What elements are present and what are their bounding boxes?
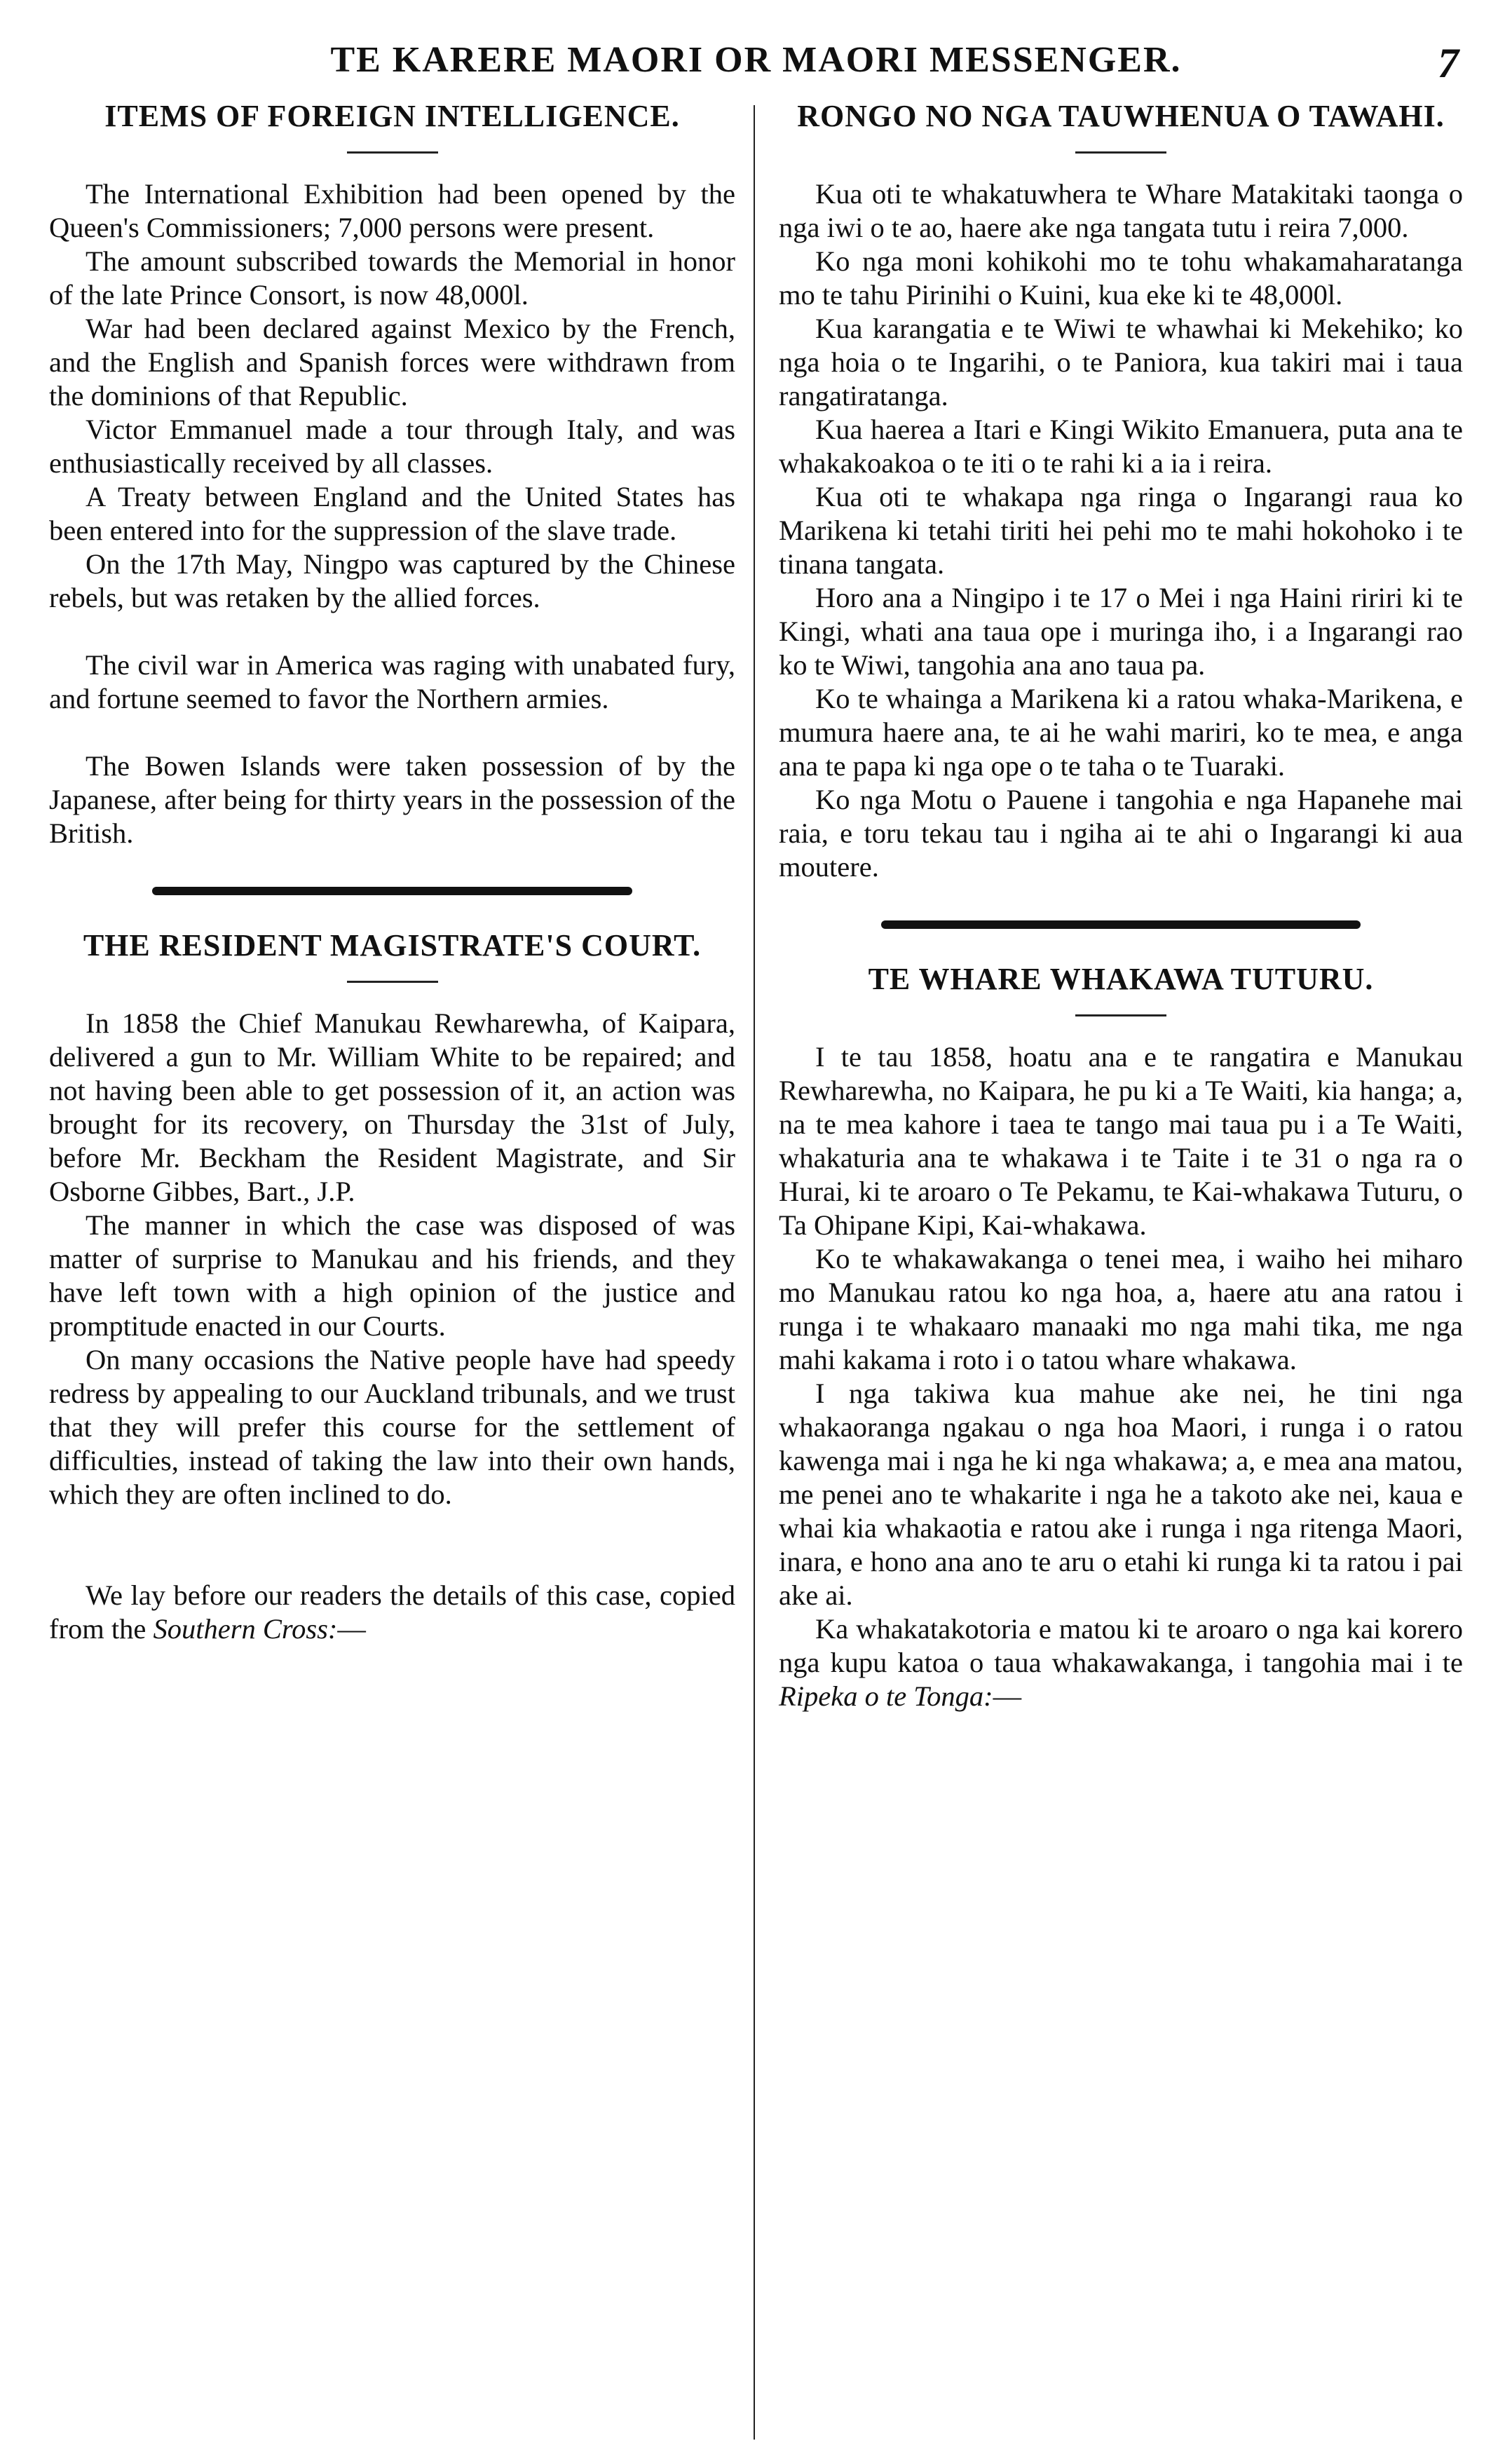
paragraph: Ko te whainga a Marikena ki a ratou whaka-Marikena, e mumura haere ana, te ai he wahi mariri, ko te mea, e anga ana te papa ki nga ope o te taha o te Tuaraki. <box>779 682 1463 782</box>
paragraph: On many occasions the Native people have had speedy redress by appealing to our Auckland tribunals, and we trust that they will prefer this course for the settlement of difficulties, instead of taking the law into their own hands, which they are often inclined to do. <box>49 1343 735 1510</box>
paragraph: Ko te whakawakanga o tenei mea, i waiho hei miharo mo Manukau ratou ko nga hoa, a, haere atu ana ratou i runga i te whakaaro manaaki mo nga mahi tika, me nga mahi kakama i roto i o tatou whare whakawa. <box>779 1242 1463 1375</box>
english-column <box>49 98 754 2440</box>
paragraph: The International Exhibition had been opened by the Queen's Commissioners; 7,000 persons were present. <box>49 177 735 243</box>
paragraph: I nga takiwa kua mahue ake nei, he tini nga whakaoranga ngakau o nga hoa Maori, i runga i o ratou kawenga mai i nga he ki nga whakawa; a, e mea ana matou, me penei ano te whakarite i nga he a takoto ake nei, kaua e whai kia whakaotia e ratou ake i runga i nga ritenga Maori, inara, e hono ana ano te aru o etahi ki runga ki ta ratou i pai ake ai. <box>779 1377 1463 1611</box>
section-title-foreign-intelligence: ITEMS OF FOREIGN INTELLIGENCE. <box>104 99 680 133</box>
paragraph: Kua oti te whakatuwhera te Whare Matakitaki taonga o nga iwi o te ao, haere ake nga tangata tutu i reira 7,000. <box>779 177 1463 243</box>
section-divider <box>881 920 1360 929</box>
paragraph: A Treaty between England and the United States has been entered into for the suppression of the slave trade. <box>49 480 735 546</box>
title-divider <box>347 151 438 154</box>
paragraph: On the 17th May, Ningpo was captured by the Chinese rebels, but was retaken by the allied forces. <box>49 548 735 613</box>
paragraph: The manner in which the case was disposed of was matter of surprise to Manukau and his friends, and they have left town with a high opinion of the justice and promptitude enacted in our Courts. <box>49 1209 735 1342</box>
section-title-resident-magistrates-court: THE RESIDENT MAGISTRATE'S COURT. <box>83 927 702 963</box>
closing-source: Southern Cross: <box>153 1612 338 1645</box>
closing-source: Ripeka o te Tonga: <box>779 1680 993 1712</box>
closing-paragraph <box>779 1612 1463 1713</box>
paragraph: In 1858 the Chief Manukau Rewharewha, of Kaipara, delivered a gun to Mr. William White to be repaired; and not having been able to get possession of it, an action was brought for its recovery, on Thursday the 31st of July, before Mr. Beckham the Resident Magistrate, and Sir Osborne Gibbes, Bart., J.P. <box>49 1007 735 1207</box>
closing-text: Ka whakatakotoria e matou ki te aroaro o nga kai korero nga kupu katoa o taua whakawakanga, i tangohia mai i te <box>779 1612 1463 1678</box>
paragraph: Victor Emmanuel made a tour through Italy, and was enthusiastically received by all classes. <box>49 413 735 479</box>
paragraph: War had been declared against Mexico by the French, and the English and Spanish forces were withdrawn from the dominions of that Republic. <box>49 312 735 412</box>
paragraph: I te tau 1858, hoatu ana e te rangatira e Manukau Rewharewha, no Kaipara, he pu ki a Te Waiti, kia hanga; a, na te mea kahore i taea te tango mai taua pu i a Te Waiti, whakaturia ana te whakawa i te Taite i te 31 o nga ra o Hurai, ki te aroaro o Te Pekamu, te Kai-whakawa Tuturu, o Ta Ohipane Kipi, Kai-whakawa. <box>779 1040 1463 1241</box>
paragraph: The amount subscribed towards the Memorial in honor of the late Prince Consort, is now 48,000l. <box>49 245 735 311</box>
paragraph: The civil war in America was raging with unabated fury, and fortune seemed to favor the Northern armies. <box>49 648 735 714</box>
closing-dash: — <box>993 1680 1022 1712</box>
title-divider <box>1075 1014 1166 1016</box>
masthead <box>49 39 1463 98</box>
columns <box>49 98 1463 2440</box>
paragraph: The Bowen Islands were taken possession of by the Japanese, after being for thirty years in the possession of the British. <box>49 749 735 849</box>
paragraph: Kua oti te whakapa nga ringa o Ingarangi raua ko Marikena ki tetahi tiriti hei pehi mo te mahi hokohoko i te tinana tangata. <box>779 480 1463 580</box>
paragraph: Kua karangatia e te Wiwi te whawhai ki Mekehiko; ko nga hoia o te Ingarihi, o te Paniora, kua takiri mai i taua rangatiratanga. <box>779 312 1463 412</box>
title-divider <box>347 981 438 983</box>
masthead-title: TE KARERE MAORI OR MAORI MESSENGER. <box>330 40 1182 80</box>
title-divider <box>1075 151 1166 154</box>
closing-dash: — <box>337 1612 366 1645</box>
section-divider <box>152 887 632 895</box>
page-number: 7 <box>1438 40 1459 86</box>
closing-paragraph <box>49 1579 735 1646</box>
section-title-rongo: RONGO NO NGA TAUWHENUA O TAWAHI. <box>797 99 1445 133</box>
paragraph: Ko nga Motu o Pauene i tangohia e nga Hapanehe mai raia, e toru tekau tau i ngiha ai te ahi o Ingarangi ki aua moutere. <box>779 783 1463 883</box>
paragraph: Ko nga moni kohikohi mo te tohu whakamaharatanga mo te tahu Pirinihi o Kuini, kua eke ki te 48,000l. <box>779 245 1463 311</box>
paragraph: Kua haerea a Itari e Kingi Wikito Emanuera, puta ana te whakakoakoa o te iti o te rahi ki a ia i reira. <box>779 413 1463 479</box>
maori-column <box>755 98 1463 2440</box>
paragraph: Horo ana a Ningipo i te 17 o Mei i nga Haini ririri ki te Kingi, whati ana taua ope i muringa iho, i a Ingarangi rao ko te Wiwi, tangohia ana ano taua pa. <box>779 581 1463 681</box>
closing-text: We lay before our readers the details of this case, copied from the <box>49 1579 735 1645</box>
section-title-whare-whakawa: TE WHARE WHAKAWA TUTURU. <box>868 961 1374 996</box>
